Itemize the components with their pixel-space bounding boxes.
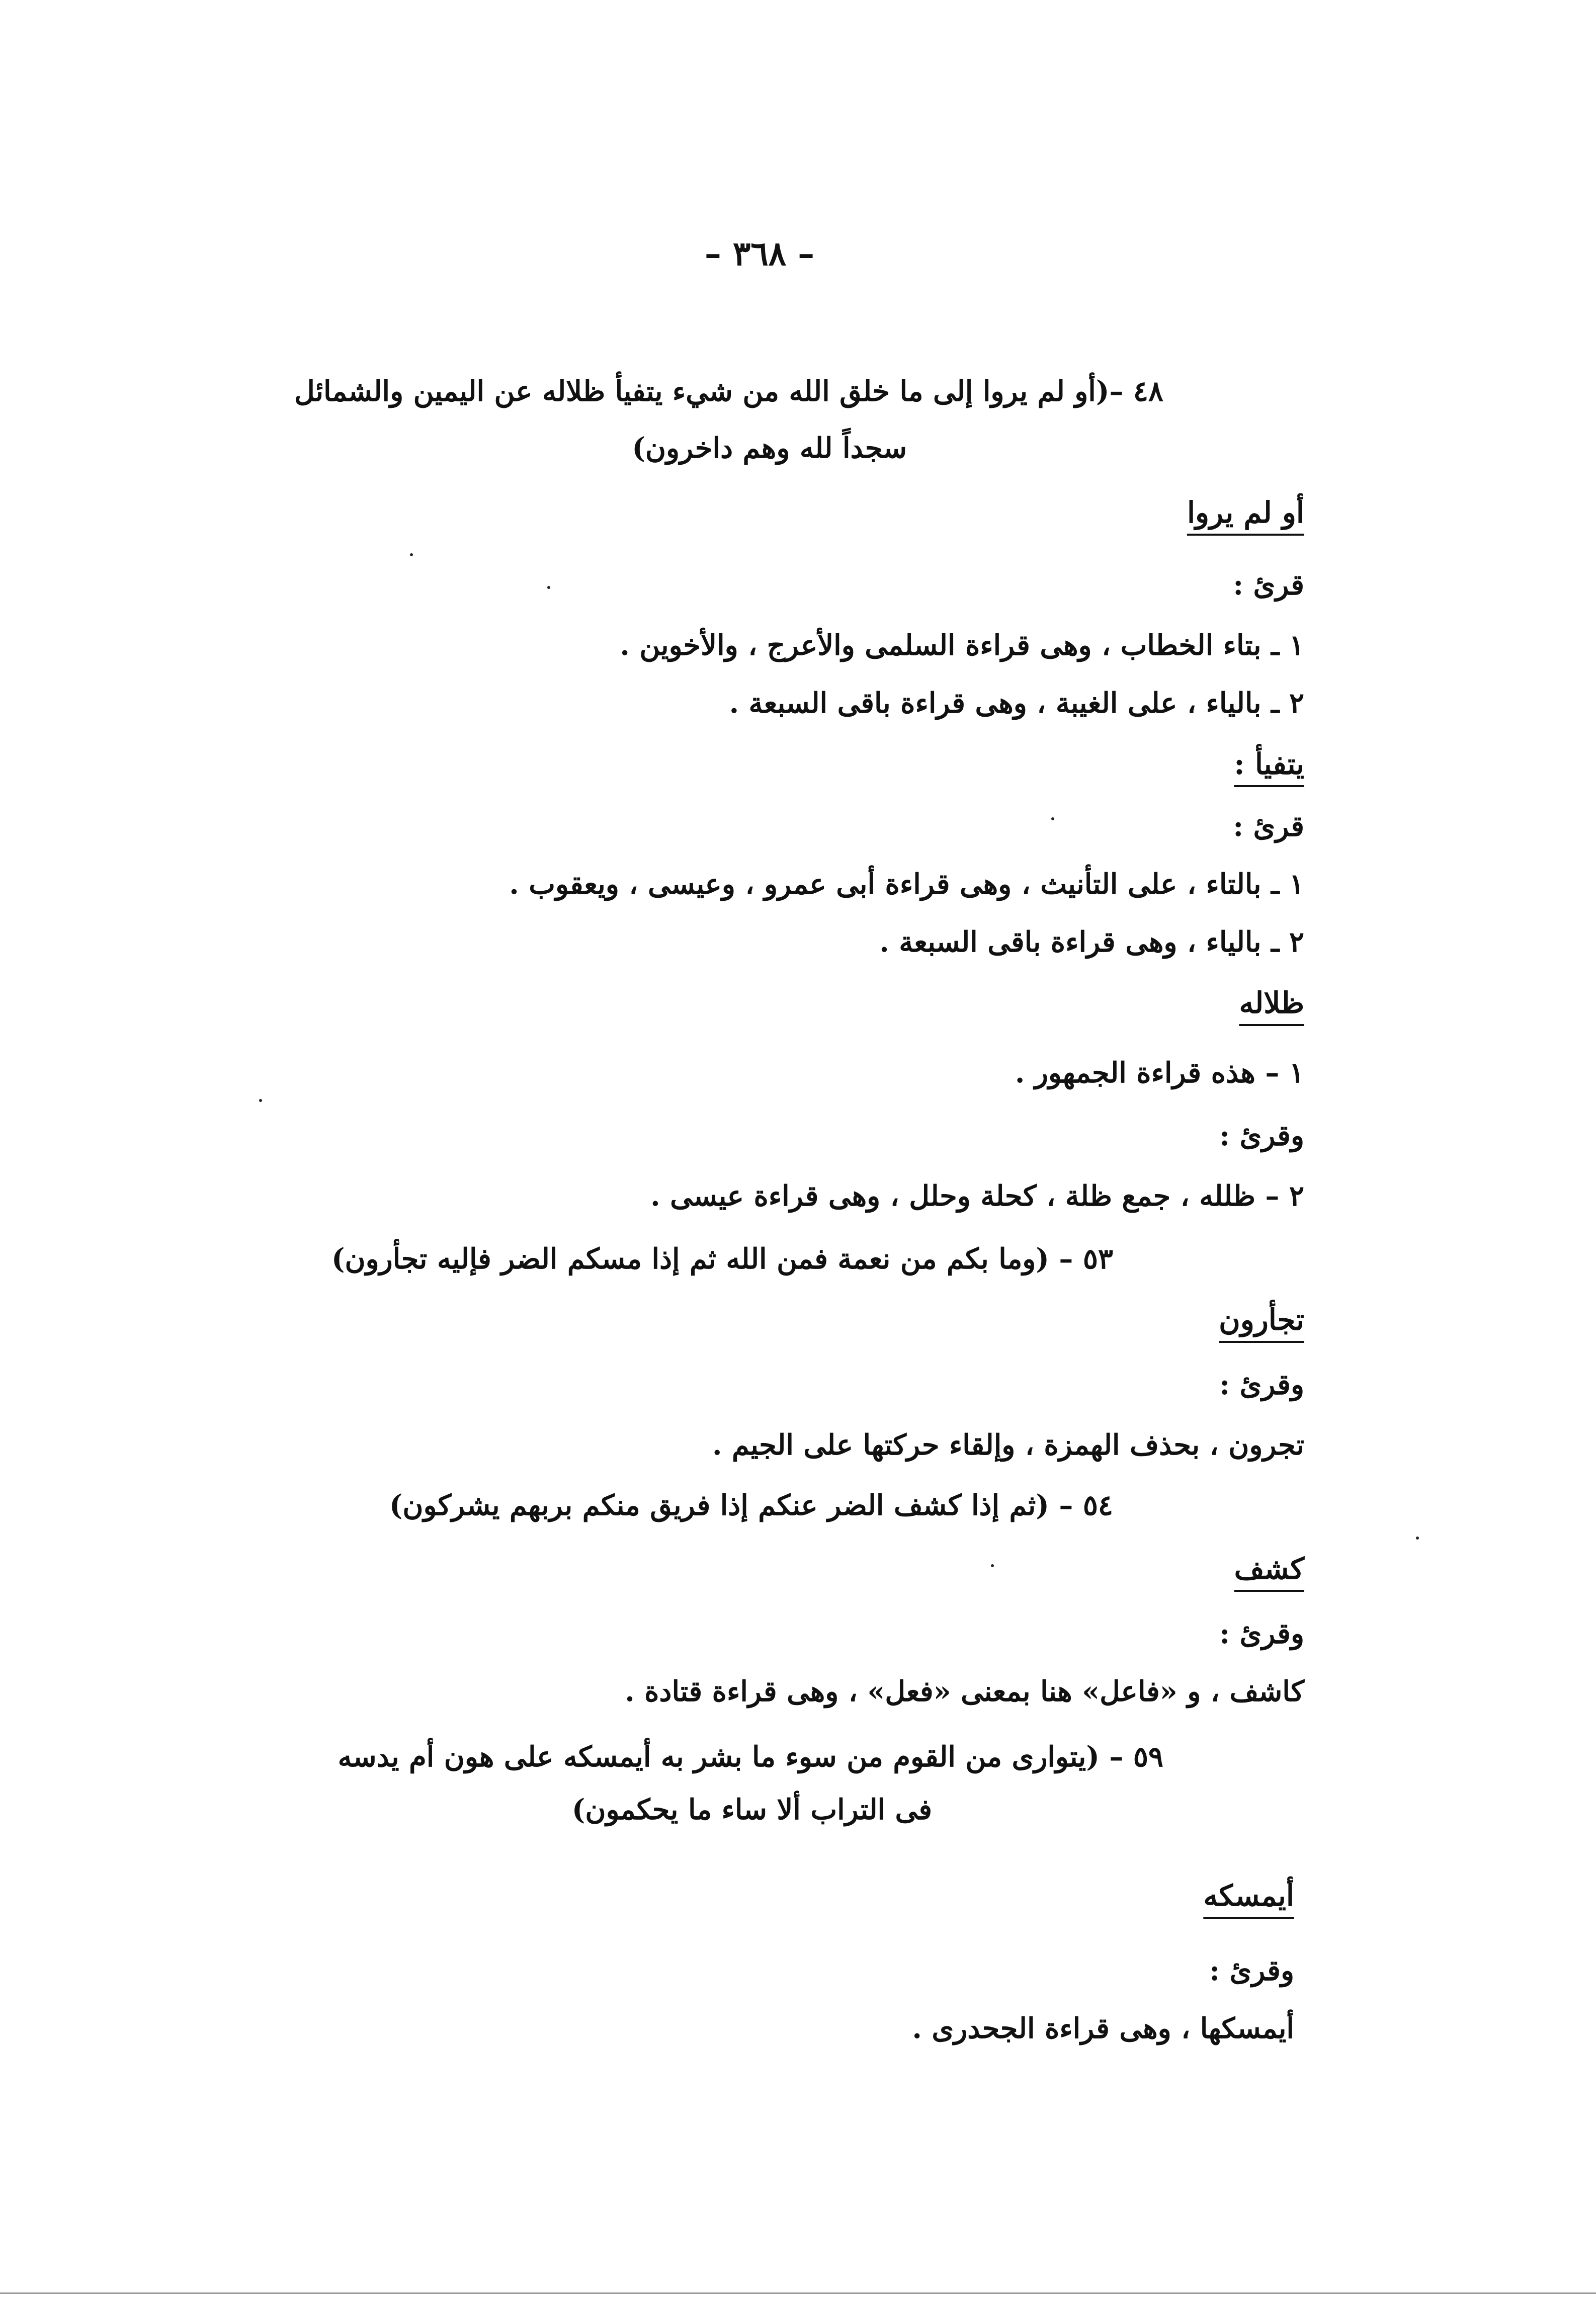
heading-yatafayya: يتفيأ :	[1234, 747, 1304, 781]
scan-speck	[1416, 1537, 1419, 1540]
verse-54: ٥٤ – (ثم إذا كشف الضر عنكم إذا فريق منكم بربهم يشركون)	[389, 1489, 1113, 1522]
reading-item: أيمسكها ، وهى قراءة الجحدرى .	[912, 2012, 1294, 2045]
reading-item: ٢ ـ بالياء ، على الغيبة ، وهى قراءة باقى السبعة .	[729, 687, 1304, 720]
scan-speck	[410, 553, 413, 556]
bottom-edge-line	[0, 2292, 1596, 2294]
reading-item: تجرون ، بحذف الهمزة ، وإلقاء حركتها على الجيم .	[712, 1428, 1304, 1462]
verse-48-line-1: ٤٨ –(أو لم يروا إلى ما خلق الله من شيء يتفيأ ظلاله عن اليمين والشمائل	[294, 375, 1163, 408]
scan-speck	[259, 1099, 262, 1102]
scan-speck	[1051, 817, 1054, 820]
qurie-label: وقرئ :	[1209, 1954, 1294, 1987]
scan-speck	[547, 586, 550, 589]
heading-tajarun: تجأرون	[1219, 1303, 1304, 1337]
reading-item: ١ ـ بالتاء ، على التأنيث ، وهى قراءة أبى عمرو ، وعيسى ، ويعقوب .	[509, 868, 1304, 901]
heading-kashafa: كشف	[1234, 1552, 1304, 1586]
heading-ayumsikuhu: أيمسكه	[1203, 1879, 1294, 1913]
qurie-label: وقرئ :	[1219, 1368, 1304, 1401]
verse-59-line-1: ٥٩ – (يتوارى من القوم من سوء ما بشر به أيمسكه على هون أم يدسه	[338, 1740, 1163, 1773]
qurie-label: وقرئ :	[1219, 1617, 1304, 1650]
verse-59-line-2: فى التراب ألا ساء ما يحكمون)	[571, 1793, 932, 1826]
scan-speck	[991, 1564, 994, 1567]
verse-53: ٥٣ – (وما بكم من نعمة فمن الله ثم إذا مسكم الضر فإليه تجأرون)	[331, 1242, 1113, 1275]
qurie-label: قرئ :	[1233, 810, 1304, 843]
reading-item: ١ – هذه قراءة الجمهور .	[1015, 1056, 1304, 1089]
reading-item: كاشف ، و «فاعل» هنا بمعنى «فعل» ، وهى قراءة قتادة .	[625, 1675, 1304, 1708]
heading-zilaluhu: ظلاله	[1239, 986, 1304, 1020]
qurie-label: وقرئ :	[1219, 1119, 1304, 1152]
page-number: – ٣٦٨ –	[704, 234, 815, 273]
qurie-label: قرئ :	[1233, 568, 1304, 602]
reading-item: ٢ – ظلله ، جمع ظلة ، كحلة وحلل ، وهى قراءة عيسى .	[650, 1179, 1304, 1213]
verse-48-line-2: سجداً لله وهم داخرون)	[632, 432, 907, 465]
reading-item: ٢ ـ بالياء ، وهى قراءة باقى السبعة .	[879, 925, 1304, 959]
heading-awalam-yaraw: أو لم يروا	[1187, 495, 1304, 530]
reading-item: ١ ـ بتاء الخطاب ، وهى قراءة السلمى والأعرج ، والأخوين .	[620, 629, 1304, 662]
